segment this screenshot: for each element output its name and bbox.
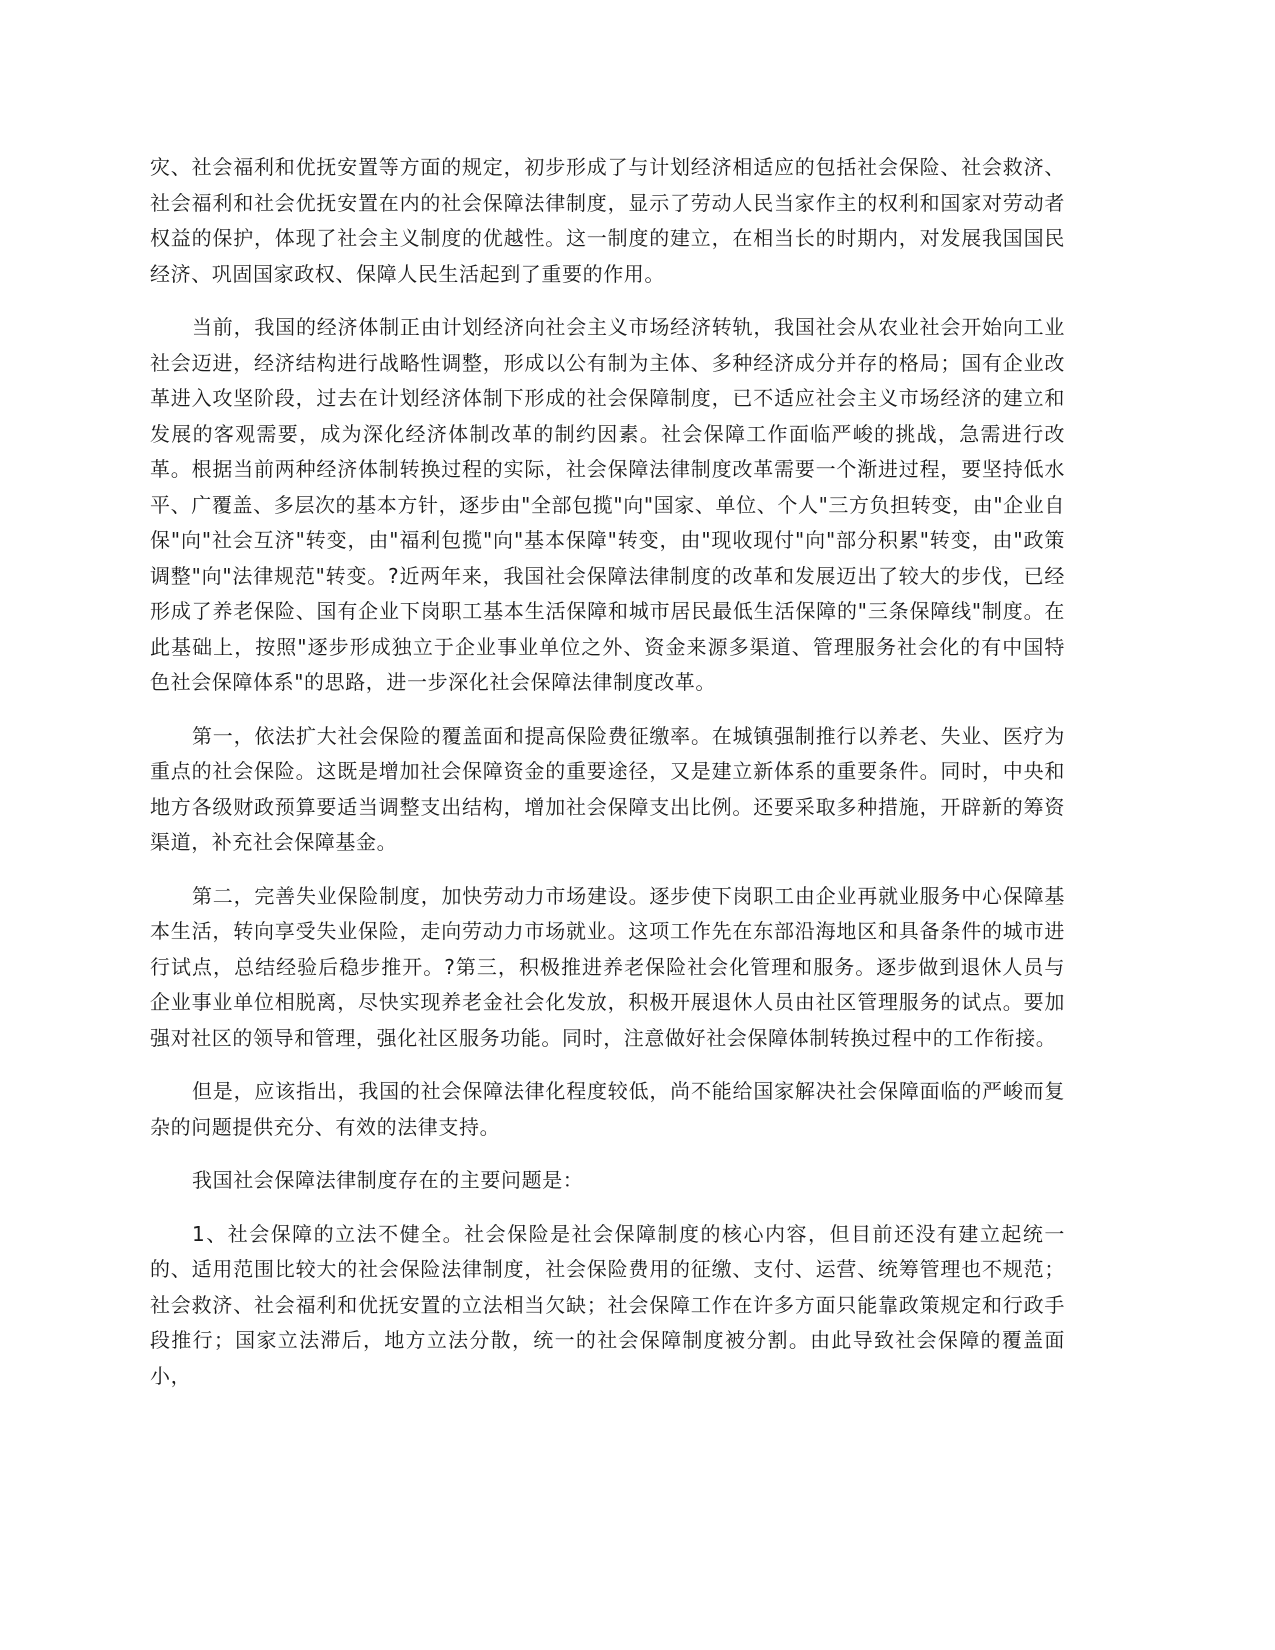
paragraph-2: 当前，我国的经济体制正由计划经济向社会主义市场经济转轨，我国社会从农业社会开始向工业社会迈进，经济结构进行战略性调整，形成以公有制为主体、多种经济成分并存的格局；国有企业改革进入攻坚阶段，过去在计划经济体制下形成的社会保障制度，已不适应社会主义市场经济的建立和发展的客观需要，成为深化经济体制改革的制约因素。社会保障工作面临严峻的挑战，急需进行改革。根据当前两种经济体制转换过程的实际，社会保障法律制度改革需要一个渐进过程，要坚持低水平、广覆盖、多层次的基本方针，逐步由"全部包揽"向"国家、单位、个人"三方负担转变，由"企业自保"向"社会互济"转变，由"福利包揽"向"基本保障"转变，由"现收现付"向"部分积累"转变，由"政策调整"向"法律规范"转变。?近两年来，我国社会保障法律制度的改革和发展迈出了较大的步伐，已经形成了养老保险、国有企业下岗职工基本生活保障和城市居民最低生活保障的"三条保障线"制度。在此基础上，按照"逐步形成独立于企业事业单位之外、资金来源多渠道、管理服务社会化的有中国特色社会保障体系"的思路，进一步深化社会保障法律制度改革。 — [150, 315, 1065, 694]
paragraph-7: 1、社会保障的立法不健全。社会保险是社会保障制度的核心内容，但目前还没有建立起统一的、适用范围比较大的社会保险法律制度，社会保险费用的征缴、支付、运营、统筹管理也不规范；社会救济、社会福利和优抚安置的立法相当欠缺；社会保障工作在许多方面只能靠政策规定和行政手段推行；国家立法滞后，地方立法分散，统一的社会保障制度被分割。由此导致社会保障的覆盖面小， — [150, 1221, 1065, 1388]
paragraph-6: 我国社会保障法律制度存在的主要问题是： — [192, 1168, 584, 1192]
document-body — [150, 150, 1065, 1412]
paragraph-5: 但是，应该指出，我国的社会保障法律化程度较低，尚不能给国家解决社会保障面临的严峻而复杂的问题提供充分、有效的法律支持。 — [150, 1079, 1065, 1139]
paragraph-1: 灾、社会福利和优抚安置等方面的规定，初步形成了与计划经济相适应的包括社会保险、社会救济、社会福利和社会优抚安置在内的社会保障法律制度，显示了劳动人民当家作主的权利和国家对劳动者权益的保护，体现了社会主义制度的优越性。这一制度的建立，在相当长的时期内，对发展我国国民经济、巩固国家政权、保障人民生活起到了重要的作用。 — [150, 155, 1065, 286]
paragraph-3: 第一，依法扩大社会保险的覆盖面和提高保险费征缴率。在城镇强制推行以养老、失业、医疗为重点的社会保险。这既是增加社会保障资金的重要途径，又是建立新体系的重要条件。同时，中央和地方各级财政预算要适当调整支出结构，增加社会保障支出比例。还要采取多种措施，开辟新的筹资渠道，补充社会保障基金。 — [150, 723, 1065, 854]
paragraph-4: 第二，完善失业保险制度，加快劳动力市场建设。逐步使下岗职工由企业再就业服务中心保障基本生活，转向享受失业保险，走向劳动力市场就业。这项工作先在东部沿海地区和具备条件的城市进行试点，总结经验后稳步推开。?第三，积极推进养老保险社会化管理和服务。逐步做到退休人员与企业事业单位相脱离，尽快实现养老金社会化发放，积极开展退休人员由社区管理服务的试点。要加强对社区的领导和管理，强化社区服务功能。同时，注意做好社会保障体制转换过程中的工作衔接。 — [150, 883, 1065, 1050]
